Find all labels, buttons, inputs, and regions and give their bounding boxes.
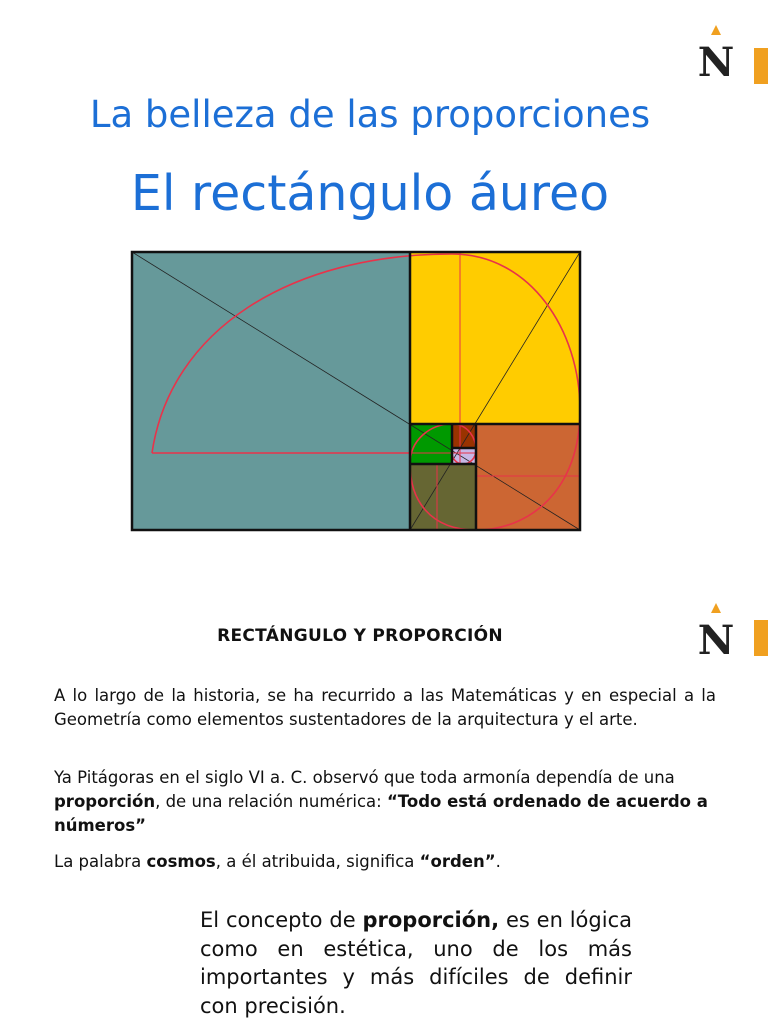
slide-title: La belleza de las proporciones (89, 93, 651, 136)
n-logo-icon (694, 22, 738, 84)
yellow-square (410, 252, 580, 424)
paragraph-cosmos: La palabra cosmos, a él atribuida, significa “orden”. (54, 852, 501, 871)
accent-bar (754, 620, 768, 656)
proportion-quote: El concepto de proporción, es en lógica como en estética, uno de los más importantes y más difíciles de definir con precisión. (200, 908, 632, 1018)
university-logo (688, 22, 768, 92)
slide-rectangle-proportion (0, 580, 768, 1024)
paragraph-history: A lo largo de la historia, se ha recurrido a las Matemáticas y en especial a la Geometría como elementos sustentadores de la arquitectura y el arte. (54, 686, 716, 729)
golden-rectangle-diagram (130, 250, 582, 532)
slide-subtitle: El rectángulo áureo (130, 165, 610, 222)
section-heading: RECTÁNGULO Y PROPORCIÓN (217, 626, 503, 646)
svg-text:N: N (697, 617, 735, 662)
olive-square (410, 464, 476, 530)
svg-text:N: N (697, 39, 735, 84)
accent-bar (754, 48, 768, 84)
paragraph-pythagoras: Ya Pitágoras en el siglo VI a. C. observó que toda armonía dependía de una proporción, de una relación numérica: “Todo está ordenado de acuerdo a números” (54, 768, 708, 835)
